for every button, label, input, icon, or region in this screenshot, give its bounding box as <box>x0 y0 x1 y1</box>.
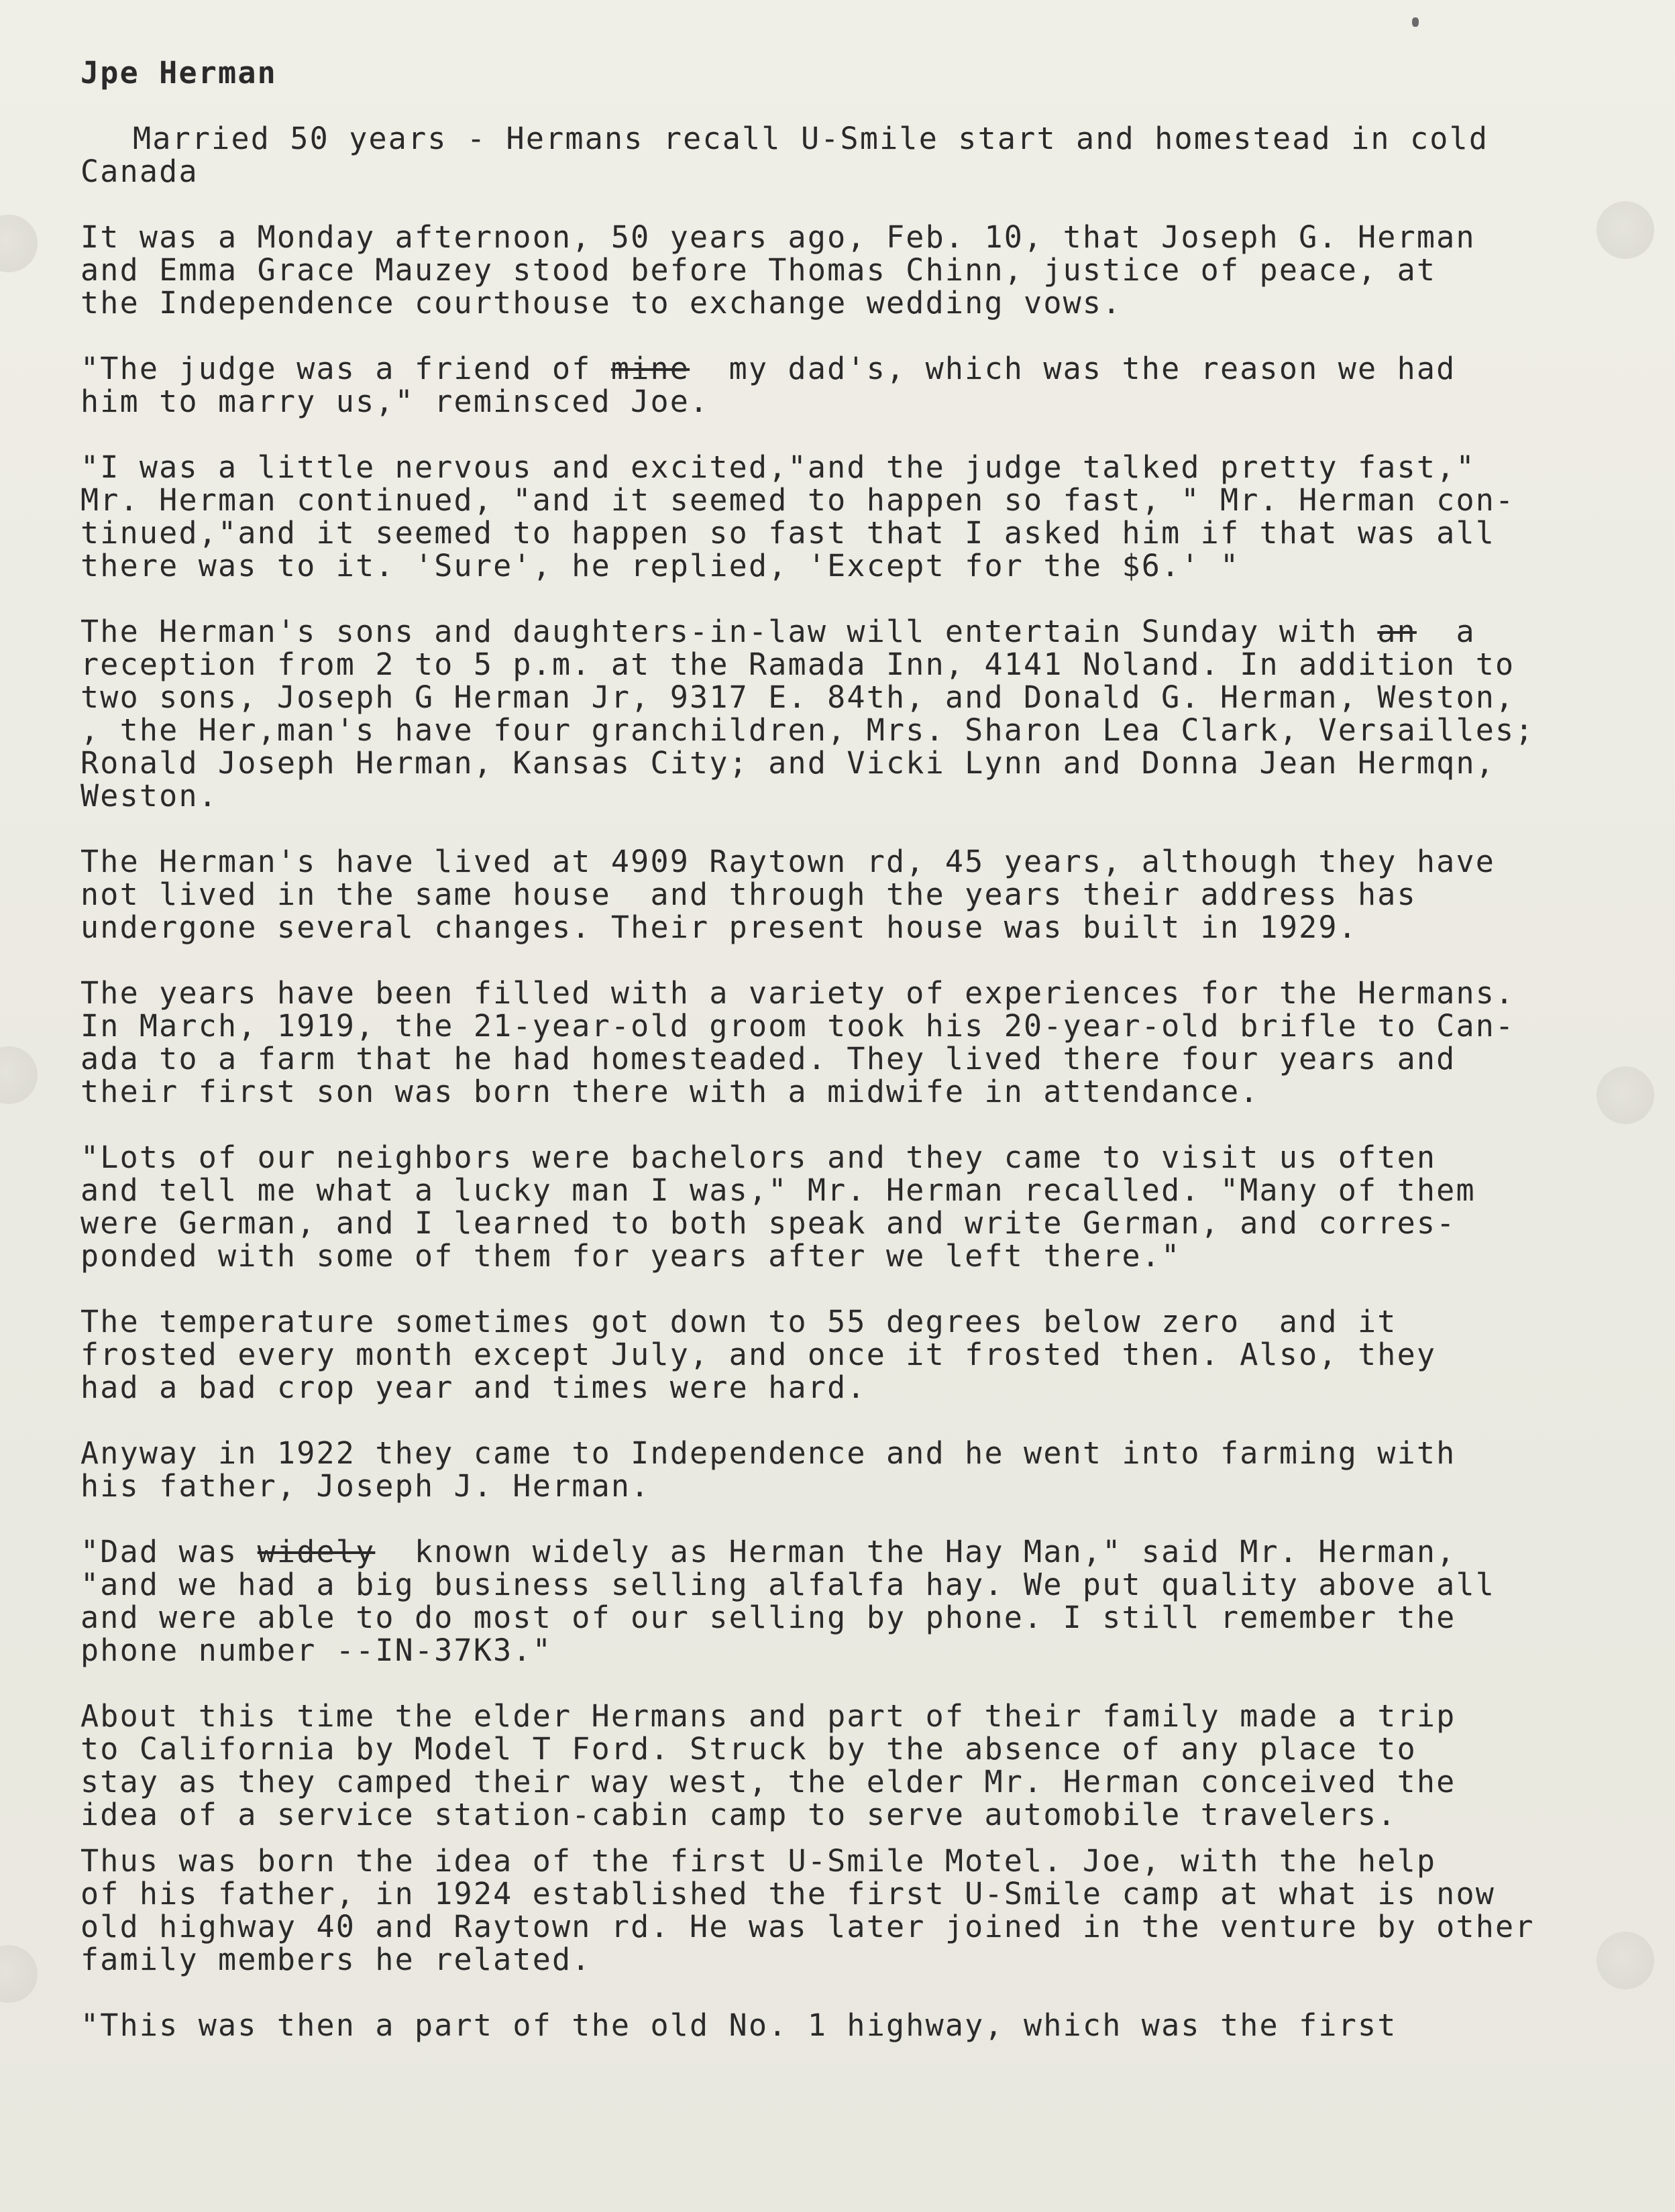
text-line: two sons, Joseph G Herman Jr, 9317 E. 84th, and Donald G. Herman, Weston, <box>80 679 1515 715</box>
text-line <box>80 615 1610 648</box>
text-line: old highway 40 and Raytown rd. He was later joined in the venture by other <box>80 1909 1535 1944</box>
paragraph <box>80 1700 1610 1831</box>
text-line: About this time the elder Hermans and part of their family made a trip <box>80 1698 1456 1734</box>
paragraph <box>80 1141 1610 1272</box>
text-line: frosted every month except July, and once it frosted then. Also, they <box>80 1337 1437 1372</box>
text-line: The Herman's have lived at 4909 Raytown rd, 45 years, although they have <box>80 844 1496 879</box>
headline <box>80 122 1610 188</box>
text-line: The years have been filled with a variety of experiences for the Hermans. <box>80 975 1515 1011</box>
text-segment: known widely as Herman the Hay Man," said Mr. Herman, <box>375 1534 1456 1569</box>
text-line: family members he related. <box>80 1942 592 1977</box>
text-segment: "The judge was a friend of <box>80 351 611 386</box>
text-line: and tell me what a lucky man I was," Mr. Herman recalled. "Many of them <box>80 1172 1476 1208</box>
text-line: reception from 2 to 5 p.m. at the Ramada Inn, 4141 Noland. In addition to <box>80 647 1515 682</box>
text-line: to California by Model T Ford. Struck by the absence of any place to <box>80 1731 1417 1767</box>
text-line: Ronald Joseph Herman, Kansas City; and Vicki Lynn and Donna Jean Hermqn, <box>80 745 1496 781</box>
punch-hole <box>0 1945 38 2003</box>
punch-hole <box>0 215 38 272</box>
text-line: Mr. Herman continued, "and it seemed to happen so fast, " Mr. Herman con- <box>80 482 1515 518</box>
text-line: tinued,"and it seemed to happen so fast that I asked him if that was all <box>80 515 1496 551</box>
struck-word: mine <box>610 351 690 386</box>
paragraph <box>80 221 1610 319</box>
text-segment: a <box>1416 614 1476 649</box>
text-line: The temperature sometimes got down to 55 degrees below zero and it <box>80 1304 1397 1339</box>
text-line: "I was a little nervous and excited,"and the judge talked pretty fast," <box>80 449 1476 485</box>
paragraph <box>80 1535 1610 1667</box>
text-line: "and we had a big business selling alfalfa hay. We put quality above all <box>80 1567 1496 1602</box>
typed-text <box>80 56 1610 2075</box>
text-line: "This was then a part of the old No. 1 highway, which was the first <box>80 2007 1397 2043</box>
text-line: In March, 1919, the 21-year-old groom took his 20-year-old brifle to Can- <box>80 1008 1515 1044</box>
paragraph <box>80 2009 1610 2042</box>
text-line: there was to it. 'Sure', he replied, 'Except for the $6.' " <box>80 548 1240 584</box>
paragraph <box>80 1305 1610 1404</box>
paragraph <box>80 977 1610 1108</box>
text-line: phone number --IN-37K3." <box>80 1633 553 1668</box>
struck-word: an <box>1377 614 1417 649</box>
text-line: Anyway in 1922 they came to Independence and he went into farming with <box>80 1435 1456 1471</box>
text-line: not lived in the same house and through the years their address has <box>80 877 1417 912</box>
headline-line: Canada <box>80 154 199 189</box>
text-line: and Emma Grace Mauzey stood before Thomas Chinn, justice of peace, at <box>80 252 1437 288</box>
paragraph <box>80 1844 1610 1976</box>
text-line: It was a Monday afternoon, 50 years ago, Feb. 10, that Joseph G. Herman <box>80 219 1476 255</box>
text-line: idea of a service station-cabin camp to serve automobile travelers. <box>80 1797 1397 1832</box>
paragraph <box>80 615 1610 812</box>
paragraph <box>80 845 1610 944</box>
text-line: Thus was born the idea of the first U-Smile Motel. Joe, with the help <box>80 1843 1437 1879</box>
text-line <box>80 1535 1610 1568</box>
text-line: undergone several changes. Their present house was built in 1929. <box>80 909 1358 945</box>
text-segment: "Dad was <box>80 1534 258 1569</box>
text-line: stay as they camped their way west, the elder Mr. Herman conceived the <box>80 1764 1456 1800</box>
text-line: ada to a farm that he had homesteaded. They lived there four years and <box>80 1041 1456 1076</box>
text-line: were German, and I learned to both speak and write German, and corres- <box>80 1205 1456 1241</box>
text-line: Weston. <box>80 778 219 814</box>
text-segment: my dad's, which was the reason we had <box>690 351 1456 386</box>
text-line: his father, Joseph J. Herman. <box>80 1468 651 1504</box>
text-segment: The Herman's sons and daughters-in-law will entertain Sunday with <box>80 614 1378 649</box>
punch-hole <box>0 1046 38 1104</box>
headline-line: Married 50 years - Hermans recall U-Smile start and homestead in cold <box>133 121 1489 156</box>
text-line: "Lots of our neighbors were bachelors and they came to visit us often <box>80 1140 1437 1175</box>
ink-speck <box>1412 17 1419 27</box>
text-line: the Independence courthouse to exchange wedding vows. <box>80 285 1122 321</box>
text-line: had a bad crop year and times were hard. <box>80 1370 867 1405</box>
text-line: him to marry us," reminsced Joe. <box>80 384 710 419</box>
text-line: their first son was born there with a midwife in attendance. <box>80 1074 1260 1109</box>
paragraph <box>80 451 1610 582</box>
struck-word: widely <box>257 1534 376 1569</box>
paragraph <box>80 352 1610 418</box>
text-line: , the Her,man's have four granchildren, Mrs. Sharon Lea Clark, Versailles; <box>80 712 1535 748</box>
text-line: of his father, in 1924 established the first U-Smile camp at what is now <box>80 1876 1496 1912</box>
text-line: ponded with some of them for years after we left there." <box>80 1238 1181 1274</box>
author-name: Jpe Herman <box>80 55 277 91</box>
paragraph <box>80 1437 1610 1502</box>
text-line: and were able to do most of our selling by phone. I still remember the <box>80 1600 1456 1635</box>
text-line <box>80 352 1610 385</box>
